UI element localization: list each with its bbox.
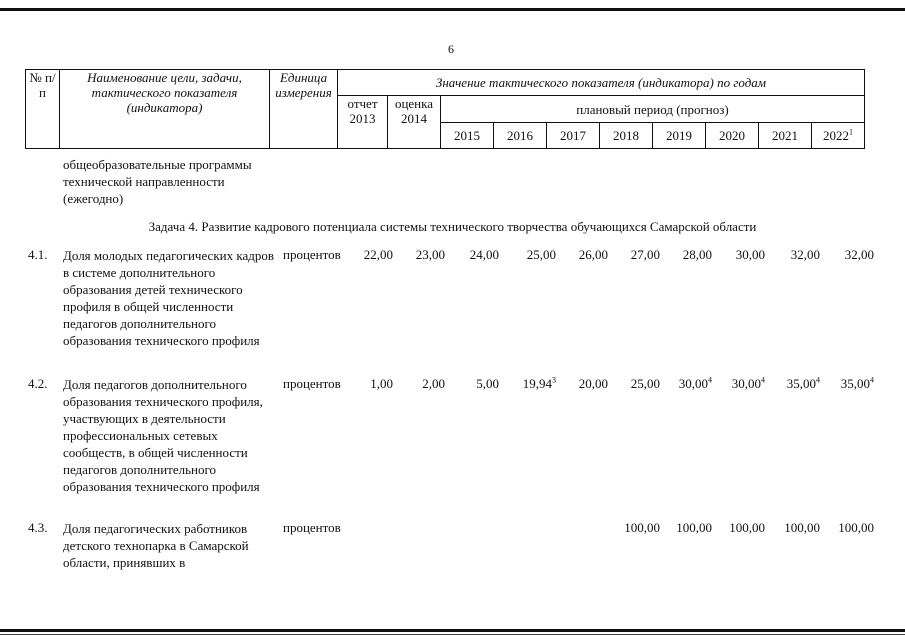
page-number: 6 (448, 42, 454, 56)
indicator-name: Доля педагогических работников детского технопарка в Самарской области, принявших в (63, 521, 249, 570)
indicator-name: Доля молодых педагогических кадров в системе дополнительного образования детей технического профиля в общей численности педагогов дополнительного образования технического профиля (63, 248, 274, 348)
header-year: 2016 (494, 123, 547, 149)
value-2017: 20,00 (578, 376, 608, 391)
value-2016: 19,94$^3$ (522, 375, 556, 391)
value-2022: 32,00 (844, 247, 874, 262)
header-year: 2019 (653, 123, 706, 149)
header-estimate-2014: оценка 2014 (388, 96, 441, 149)
header-year: 2015 (441, 123, 494, 149)
unit-cell: процентов (283, 376, 341, 391)
value-2015: 5,00 (476, 376, 499, 391)
value-2013: 22,00 (363, 247, 393, 262)
value-2018: 27,00 (630, 247, 660, 262)
unit-cell: процентов (283, 247, 341, 262)
value-2021: 32,00 (790, 247, 820, 262)
value-2019: 28,00 (682, 247, 712, 262)
header-planned-period: плановый период (прогноз) (441, 96, 865, 123)
header-year: 2020 (706, 123, 759, 149)
bottom-border-line-thin (0, 634, 905, 635)
table-header (25, 69, 865, 149)
value-2017: 26,00 (578, 247, 608, 262)
value-2022: 35,00$^4$ (840, 375, 874, 391)
header-report-2013: отчет 2013 (338, 96, 388, 149)
header-year: 2022$^1$ (812, 123, 865, 149)
value-2014: 2,00 (422, 376, 445, 391)
top-border-line (0, 8, 905, 11)
value-2020: 100,00 (729, 520, 765, 535)
header-year: 2017 (547, 123, 600, 149)
value-2021: 100,00 (784, 520, 820, 535)
row-number: 4.3. (28, 520, 48, 535)
value-2022: 100,00 (838, 520, 874, 535)
value-2013: 1,00 (370, 376, 393, 391)
value-2016: 25,00 (526, 247, 556, 262)
value-2019: 30,00$^4$ (678, 375, 712, 391)
header-num: № п/п (26, 70, 60, 149)
header-year: 2018 (600, 123, 653, 149)
row-number: 4.2. (28, 376, 48, 391)
value-2021: 35,00$^4$ (786, 375, 820, 391)
header-unit: Единица измерения (270, 70, 338, 149)
header-name: Наименование цели, задачи, тактического показателя (индикатора) (60, 70, 270, 149)
row-number: 4.1. (28, 247, 48, 262)
value-2015: 24,00 (469, 247, 499, 262)
value-2020: 30,00 (735, 247, 765, 262)
value-2018: 100,00 (624, 520, 660, 535)
indicator-name: Доля педагогов дополнительного образования технического профиля, участвующих в деятельности профессиональных сетевых сообществ, в общей численности педагогов дополнительного образования технического профиля (63, 377, 263, 494)
task-title: Задача 4. Развитие кадрового потенциала системы технического творчества обучающихся Самарской области (148, 219, 757, 234)
value-2014: 23,00 (415, 247, 445, 262)
continuation-text: общеобразовательные программы технической направленности (ежегодно) (63, 157, 252, 206)
value-2018: 25,00 (630, 376, 660, 391)
value-2020: 30,00$^4$ (731, 375, 765, 391)
value-2019: 100,00 (676, 520, 712, 535)
header-year: 2021 (759, 123, 812, 149)
header-values-title: Значение тактического показателя (индикатора) по годам (338, 70, 865, 96)
bottom-border-line (0, 629, 905, 632)
unit-cell: процентов (283, 520, 341, 535)
footnote-marker: 1 (849, 127, 853, 137)
